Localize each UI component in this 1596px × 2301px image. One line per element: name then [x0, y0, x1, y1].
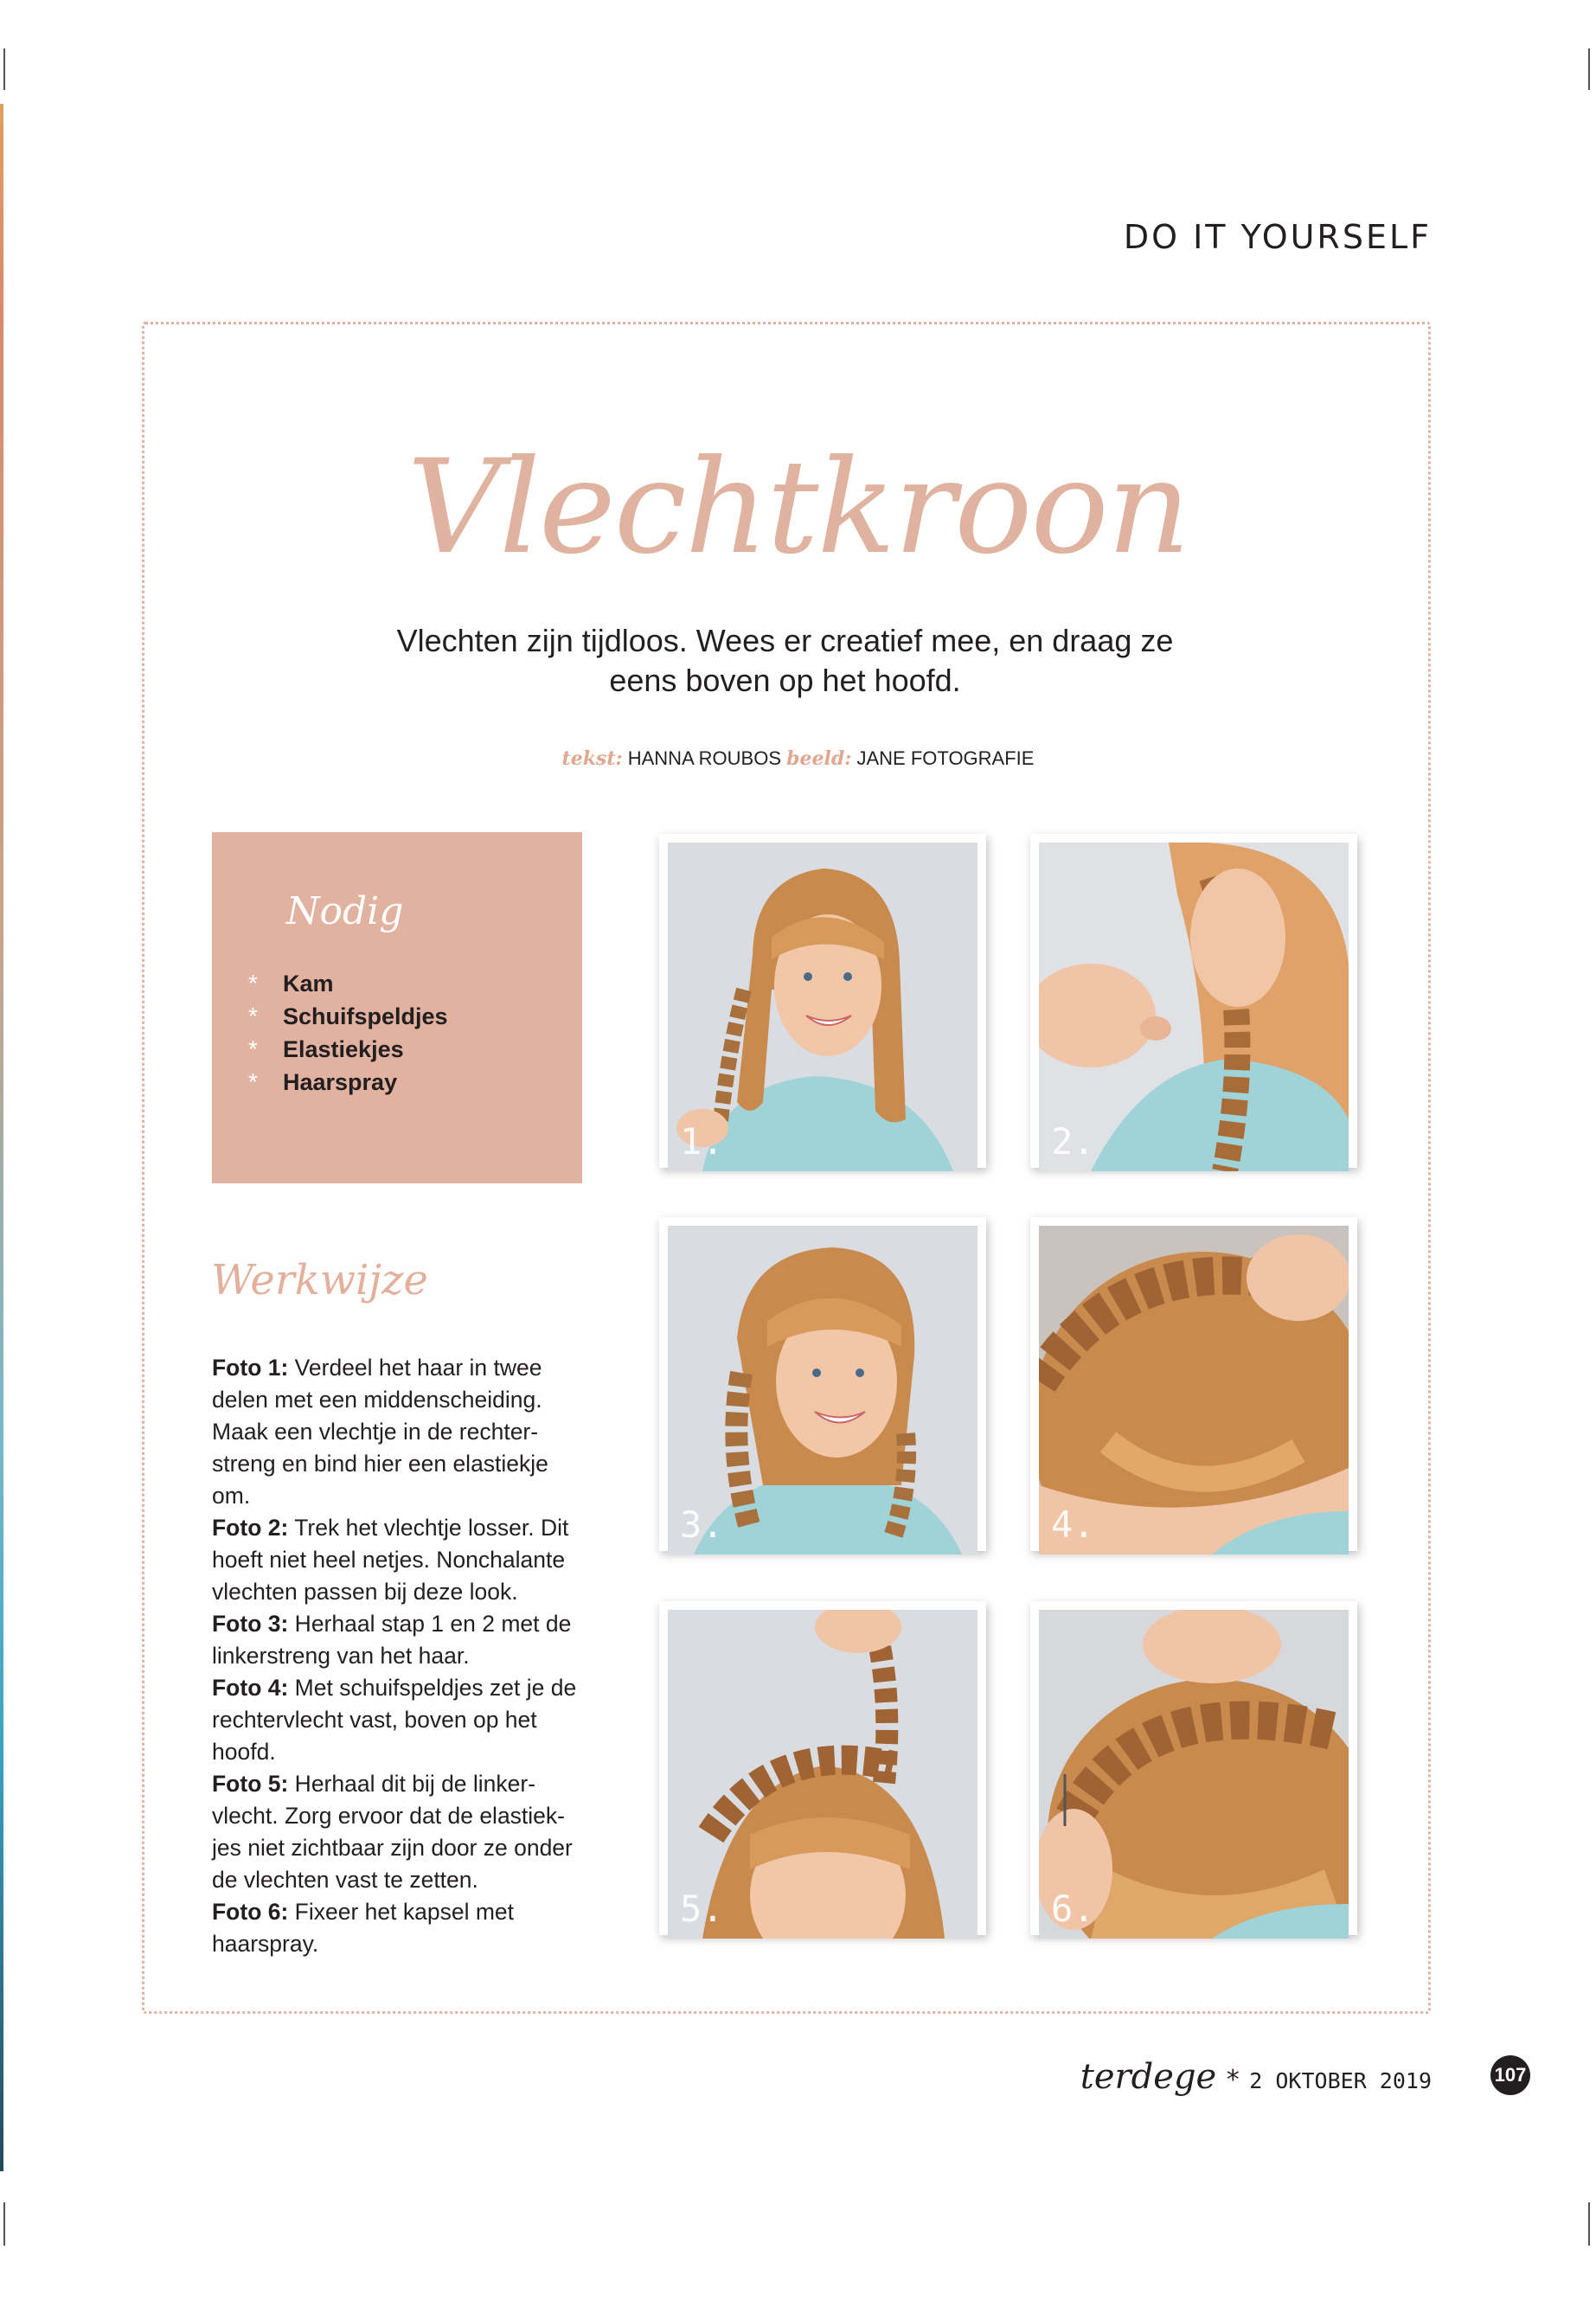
method-title: Werkwijze: [211, 1256, 428, 1304]
article-intro: [346, 621, 1224, 701]
step-photo-6: [1030, 1601, 1357, 1935]
step-text: Fixeer het kapsel met haarspray.: [212, 1899, 515, 1957]
text-credit-label: tekst:: [561, 747, 623, 770]
method-step: [212, 1768, 593, 1896]
step-text: Verdeel het haar in twee delen met een middenscheiding. Maak een vlechtje in de rechter-streng en bind hier een elastiekje om.: [212, 1355, 548, 1509]
step-text: Met schuifspeldjes zet je de rechtervlecht vast, boven op het hoofd.: [212, 1675, 577, 1765]
color-bleed-strip: [0, 104, 3, 2171]
crop-mark: [3, 48, 5, 90]
photo-number: 4.: [1051, 1503, 1095, 1546]
photo-number: 2.: [1051, 1120, 1095, 1163]
text-credit-author: HANNA ROUBOS: [627, 747, 781, 769]
step-label: Foto 5:: [212, 1771, 289, 1797]
asterisk-icon: *: [248, 1003, 258, 1029]
section-kicker: DO IT YOURSELF: [1123, 218, 1432, 256]
needs-item-label: Schuifspeldjes: [283, 1003, 448, 1029]
crop-mark: [1588, 48, 1590, 90]
needs-item: [248, 1033, 448, 1066]
photo-number: 6.: [1051, 1888, 1095, 1930]
asterisk-icon: *: [248, 1035, 258, 1062]
magazine-brand: terdege: [1080, 2057, 1217, 2097]
photo-number: 5.: [680, 1888, 724, 1930]
step-text: Herhaal dit bij de linker-vlecht. Zorg ervoor dat de elastiek-jes niet zichtbaar zijn door ze onder de vlechten vast te zetten.: [212, 1771, 573, 1893]
intro-line-1: Vlechten zijn tijdloos. Wees er creatief mee, en draag ze: [396, 623, 1174, 658]
step-photo-5: [659, 1601, 986, 1935]
asterisk-icon: *: [1225, 2065, 1241, 2095]
page-footer: [1080, 2057, 1432, 2097]
step-photo-1: [659, 834, 986, 1168]
needs-item: [248, 1000, 448, 1033]
method-steps: [212, 1352, 593, 1960]
method-step: [212, 1512, 593, 1608]
needs-list: [248, 967, 448, 1099]
needs-item: [248, 1066, 448, 1099]
step-label: Foto 3:: [212, 1611, 289, 1637]
needs-box: [212, 832, 582, 1183]
asterisk-icon: *: [248, 970, 258, 997]
step-label: Foto 2:: [212, 1515, 289, 1541]
image-credit-label: beeld:: [786, 747, 852, 770]
method-step: [212, 1672, 593, 1768]
step-label: Foto 1:: [212, 1355, 289, 1381]
asterisk-icon: *: [248, 1068, 258, 1095]
crop-mark: [1588, 2202, 1590, 2246]
photo-number: 3.: [680, 1503, 724, 1546]
method-step: [212, 1896, 593, 1960]
page-number: 107: [1490, 2055, 1530, 2095]
step-text: Trek het vlechtje losser. Dit hoeft niet heel netjes. Nonchalante vlechten passen bij deze look.: [212, 1515, 569, 1605]
step-label: Foto 6:: [212, 1899, 289, 1925]
article-credits: [0, 747, 1596, 770]
method-step: [212, 1608, 593, 1672]
step-label: Foto 4:: [212, 1675, 289, 1701]
image-credit-author: JANE FOTOGRAFIE: [856, 747, 1035, 769]
needs-item-label: Haarspray: [283, 1069, 398, 1095]
needs-item: [248, 967, 448, 1000]
crop-mark: [3, 2202, 5, 2246]
step-text: Herhaal stap 1 en 2 met de linkerstreng van het haar.: [212, 1611, 572, 1669]
step-photo-3: [659, 1217, 986, 1551]
photo-number: 1.: [680, 1120, 724, 1163]
issue-date: 2 OKTOBER 2019: [1249, 2068, 1432, 2093]
intro-line-2: eens boven op het hoofd.: [609, 663, 961, 698]
needs-item-label: Kam: [283, 971, 334, 997]
step-photo-4: [1030, 1217, 1357, 1551]
article-title: Vlechtkroon: [407, 433, 1189, 583]
needs-item-label: Elastiekjes: [283, 1036, 404, 1062]
step-photo-2: [1030, 834, 1357, 1168]
method-step: [212, 1352, 593, 1512]
needs-title: Nodig: [286, 889, 404, 933]
